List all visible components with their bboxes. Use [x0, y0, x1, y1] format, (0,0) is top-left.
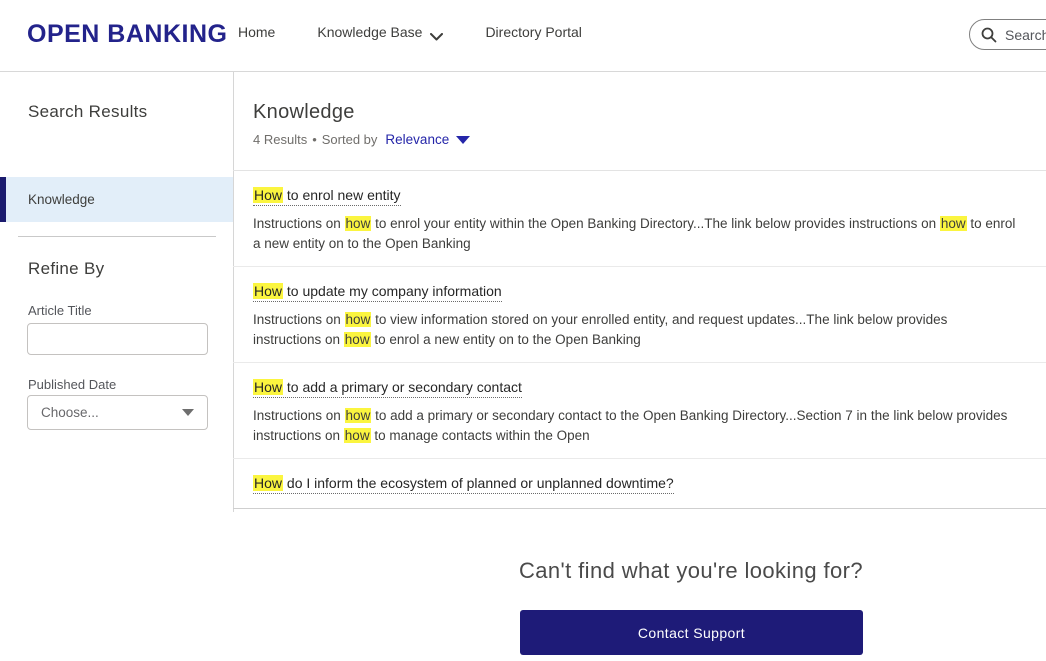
global-search-box[interactable]: [969, 19, 1046, 50]
sort-dropdown[interactable]: [385, 132, 470, 147]
search-input[interactable]: [1005, 27, 1046, 43]
chevron-down-icon: [430, 28, 443, 36]
result-text: to enrol a new entity on to the Open Banking: [370, 331, 641, 347]
triangle-down-icon: [456, 136, 470, 144]
sidebar-item-knowledge[interactable]: [0, 177, 233, 222]
results-meta: [253, 132, 470, 147]
sorted-by-label: Sorted by: [321, 132, 378, 147]
result-title-link[interactable]: [253, 187, 401, 206]
triangle-down-icon: [182, 409, 194, 416]
search-term-highlight: how: [345, 216, 371, 231]
result-text: to add a primary or secondary contact to the Open Banking Directory...Section 7 in the link below provides instructions on: [253, 408, 1008, 443]
header-divider: [0, 71, 1046, 72]
nav-home-label: Home: [238, 24, 276, 40]
result-text: to view information stored on your enrolled entity, and request updates...The link below provides instructions on: [253, 312, 948, 347]
result-text: Instructions on: [253, 408, 345, 423]
search-term-highlight: how: [344, 331, 370, 347]
search-result-row: [233, 363, 1046, 459]
contact-support-button[interactable]: Contact Support: [520, 610, 863, 655]
sidebar-rule: [18, 236, 216, 237]
sidebar-item-label: Knowledge: [28, 192, 95, 207]
result-title-link[interactable]: [253, 475, 674, 494]
search-term-highlight: how: [345, 408, 371, 423]
sort-value: Relevance: [385, 132, 450, 147]
nav-item-home[interactable]: [238, 24, 275, 40]
nav-knowledge-base-label: Knowledge Base: [317, 24, 423, 40]
result-text: to add a primary or secondary contact: [283, 379, 522, 395]
search-term-highlight: how: [345, 312, 371, 327]
result-text: Instructions on: [253, 216, 345, 231]
published-date-select[interactable]: [27, 395, 208, 430]
result-text: to manage contacts within the Open: [370, 427, 590, 443]
published-date-value: Choose...: [41, 405, 99, 420]
open-banking-logo[interactable]: OPEN BANKING: [27, 20, 228, 48]
refine-by-title: Refine By: [28, 259, 105, 278]
nav-item-knowledge-base[interactable]: [317, 24, 443, 40]
article-title-input[interactable]: [27, 323, 208, 355]
sidebar-title: Search Results: [28, 102, 148, 121]
result-text: to enrol a new entity on to the Open Banking: [253, 216, 1016, 251]
results-list: [233, 171, 1046, 509]
results-count: 4 Results: [253, 132, 308, 147]
result-text: to enrol new entity: [283, 187, 401, 203]
nav-item-directory-portal[interactable]: [485, 24, 581, 40]
search-icon: [981, 27, 997, 43]
search-term-highlight: how: [940, 216, 966, 231]
result-text: to update my company information: [283, 283, 502, 299]
result-title-link[interactable]: [253, 283, 502, 302]
result-text: to enrol your entity within the Open Banking Directory...The link below provides instructions on: [371, 216, 940, 231]
result-snippet: [253, 310, 1016, 349]
result-snippet: [253, 214, 1016, 253]
result-title-link[interactable]: [253, 379, 522, 398]
search-term-highlight: how: [344, 427, 370, 443]
search-result-row: [233, 459, 1046, 509]
search-term-highlight: How: [254, 475, 283, 491]
main-nav: [238, 24, 582, 40]
footer-heading: Can't find what you're looking for?: [518, 558, 864, 583]
result-text: Instructions on: [253, 312, 345, 327]
page-title: Knowledge: [253, 101, 355, 123]
search-result-row: [233, 171, 1046, 267]
result-text: do I inform the ecosystem of planned or unplanned downtime?: [283, 475, 674, 491]
search-result-row: [233, 267, 1046, 363]
search-term-highlight: How: [254, 187, 283, 203]
article-title-label: Article Title: [28, 303, 92, 318]
published-date-label: Published Date: [28, 377, 117, 392]
meta-separator: •: [312, 132, 317, 147]
search-term-highlight: How: [254, 283, 283, 299]
result-snippet: [253, 406, 1016, 445]
nav-directory-portal-label: Directory Portal: [485, 24, 582, 40]
search-term-highlight: How: [254, 379, 283, 395]
header: [0, 0, 1046, 72]
